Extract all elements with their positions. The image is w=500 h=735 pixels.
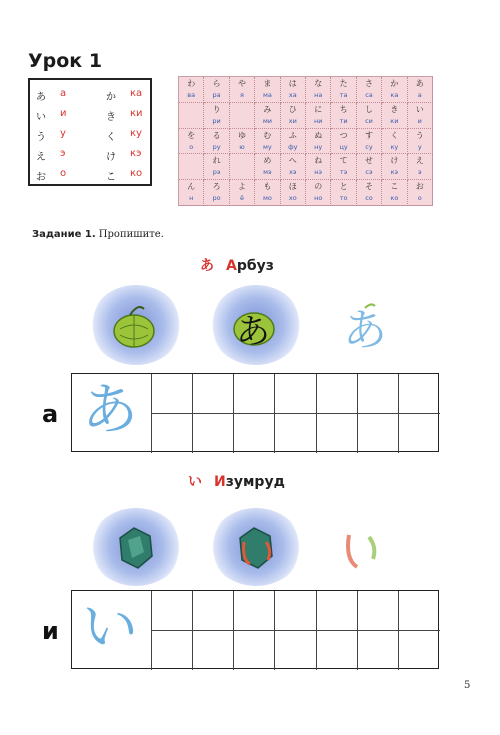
kana-reading: ку <box>390 142 399 151</box>
kana-reading: ни <box>313 116 323 125</box>
kana-char: ま <box>263 79 272 88</box>
watermelon-illustration <box>90 285 182 365</box>
kana-i-guide-icon <box>335 515 405 585</box>
kana-reading: кэ <box>390 168 399 177</box>
vowel-table-row <box>30 84 150 104</box>
kana-reading: хэ <box>289 168 297 177</box>
kana-char: た <box>339 79 348 88</box>
practice-cell[interactable] <box>152 631 193 671</box>
lesson-title: Урок 1 <box>28 50 103 72</box>
kana-char: へ <box>288 156 297 166</box>
kana-table-cell <box>204 180 229 206</box>
kana-char: ら <box>212 79 221 88</box>
word-first-letter: А <box>226 258 237 274</box>
romaji-cell: ку <box>130 128 142 139</box>
kana-char: さ <box>364 79 373 88</box>
practice-cell[interactable] <box>399 374 440 414</box>
kana-reading: ри <box>212 116 221 125</box>
kana-reading: си <box>365 116 373 125</box>
kana-table-cell <box>204 77 229 103</box>
practice-cell[interactable] <box>193 591 234 631</box>
kana-char: い <box>415 104 424 114</box>
kana-reading: та <box>339 91 348 99</box>
kana-char: け <box>390 156 399 166</box>
kana-table-cell <box>281 129 306 155</box>
word-rest: рбуз <box>236 258 274 274</box>
practice-cell[interactable] <box>234 414 275 454</box>
kana-table-cell <box>306 77 331 103</box>
word-heading-arbuz <box>200 255 274 275</box>
kana-table-cell <box>281 103 306 129</box>
practice-cell[interactable] <box>399 631 440 671</box>
kana-cell: く <box>106 132 116 143</box>
kana-table-cell <box>408 129 433 155</box>
kana-reading: э <box>418 168 422 177</box>
kana-reading: цу <box>339 142 348 151</box>
kana-table-cell <box>179 77 204 103</box>
vowel-table-row <box>30 104 150 124</box>
kana-table-cell <box>230 129 255 155</box>
kana-char: あ <box>415 79 424 88</box>
kana-char: お <box>415 182 424 192</box>
kana-table-cell <box>331 180 356 206</box>
practice-cell[interactable] <box>193 374 234 414</box>
kana-table-cell <box>331 129 356 155</box>
kana-char: え <box>415 156 424 166</box>
emerald-kana-icon <box>210 508 302 586</box>
practice-cell[interactable] <box>275 414 316 454</box>
kana-reading: ко <box>390 194 399 203</box>
kana-table-cell <box>179 180 204 206</box>
kana-table-cell <box>382 129 407 155</box>
kana-reading: мэ <box>263 168 272 177</box>
kana-reading: на <box>314 91 323 99</box>
practice-cell[interactable] <box>152 374 193 414</box>
practice-cell[interactable] <box>399 591 440 631</box>
practice-cell[interactable] <box>317 591 358 631</box>
kana-reading: ну <box>314 142 323 151</box>
kana-table-cell <box>357 154 382 180</box>
kana-char: や <box>237 79 246 88</box>
practice-cell[interactable] <box>317 631 358 671</box>
romaji-cell: ко <box>130 168 143 179</box>
kana-reading: ё <box>239 194 244 203</box>
kana-table-cell <box>230 154 255 180</box>
practice-cell[interactable] <box>275 374 316 414</box>
kana-cell: え <box>36 152 46 163</box>
kana-table-cell <box>382 154 407 180</box>
kana-char: む <box>263 130 272 140</box>
kana-reading: то <box>339 194 348 203</box>
guide-kana: あ <box>82 378 138 443</box>
kana-reading: но <box>314 194 323 203</box>
kana-reading: ра <box>212 91 221 99</box>
kana-table-cell <box>357 180 382 206</box>
romaji-cell: у <box>60 128 66 139</box>
romaji-cell: и <box>60 108 67 119</box>
kana-char: は <box>288 79 297 88</box>
word-first-letter-2: И <box>214 474 226 490</box>
kana-table-cell <box>230 180 255 206</box>
watermelon-stroke-illustration <box>210 285 302 365</box>
kana-reading: су <box>365 142 373 151</box>
kana-reading: фу <box>288 142 298 151</box>
kana-char: と <box>339 182 348 192</box>
kana-char: ろ <box>212 182 221 192</box>
practice-cell[interactable] <box>152 591 193 631</box>
task-instruction <box>32 229 164 240</box>
kana-reading: я <box>240 91 244 99</box>
kana-reading: н <box>189 194 194 203</box>
kana-cell: あ <box>36 92 46 103</box>
kana-reading: и <box>417 116 422 125</box>
kana-char: ひ <box>288 104 297 114</box>
practice-cell[interactable] <box>275 631 316 671</box>
romaji-cell: ка <box>130 88 143 99</box>
kana-char: ぬ <box>314 130 323 140</box>
emerald-illustration <box>90 508 182 586</box>
kana-reading: хо <box>288 194 297 203</box>
kana-char: う <box>415 130 424 140</box>
word-heading-izumrud <box>188 471 285 491</box>
kana-reading: му <box>263 142 272 151</box>
vowel-table-row <box>30 124 150 144</box>
word-rest-2: зумруд <box>225 474 285 490</box>
kana-table-cell <box>382 103 407 129</box>
guide-kana: い <box>82 595 138 660</box>
kana-reading: у <box>417 142 422 151</box>
kana-reading: ро <box>212 194 221 203</box>
practice-cell[interactable] <box>234 374 275 414</box>
kana-char: き <box>390 104 399 114</box>
practice-cell[interactable] <box>399 414 440 454</box>
romaji-cell: о <box>60 168 67 179</box>
watermelon-icon <box>90 285 182 365</box>
kana-reading: а <box>417 91 422 99</box>
practice-cell[interactable] <box>317 414 358 454</box>
emerald-icon <box>90 508 182 586</box>
kana-char: を <box>187 130 196 140</box>
kana-reading: ти <box>339 116 348 125</box>
kana-a: あ <box>200 258 214 274</box>
practice-cell[interactable] <box>193 631 234 671</box>
vowel-table-row <box>30 164 150 184</box>
kana-table-cell <box>331 154 356 180</box>
kana-table-cell <box>382 180 407 206</box>
kana-char: こ <box>390 182 399 192</box>
kana-i: い <box>188 474 202 490</box>
kana-reading: о <box>417 194 422 203</box>
kana-reading: ва <box>187 91 196 99</box>
kana-char: そ <box>364 182 373 192</box>
kana-table-cell <box>408 103 433 129</box>
kana-reading: сэ <box>365 168 373 177</box>
kana-char: せ <box>364 156 373 166</box>
kana-table-cell <box>306 154 331 180</box>
kana-reading: со <box>365 194 373 203</box>
kana-reading: рэ <box>212 168 221 177</box>
kana-table-cell <box>255 180 280 206</box>
kana-reading: о <box>189 142 194 151</box>
svg-text:あ: あ <box>343 305 387 356</box>
kana-table-cell <box>306 103 331 129</box>
kana-char: る <box>212 130 221 140</box>
kana-table-cell <box>255 129 280 155</box>
kana-table-cell <box>281 154 306 180</box>
kana-char: に <box>314 104 323 114</box>
kana-cell: お <box>36 172 46 183</box>
practice-cell[interactable] <box>152 414 193 454</box>
kana-table-cell <box>357 103 382 129</box>
page-number: 5 <box>464 680 471 691</box>
kana-table-cell <box>204 129 229 155</box>
kana-table-cell <box>204 154 229 180</box>
kana-char: く <box>390 130 399 140</box>
kana-table-cell <box>408 77 433 103</box>
kana-char: ゆ <box>237 130 246 140</box>
task-label: Задание 1. <box>32 229 96 240</box>
kana-i-color-guide <box>335 515 405 585</box>
kana-cell: こ <box>106 172 116 183</box>
kana-table-cell <box>408 154 433 180</box>
kana-table-cell <box>357 77 382 103</box>
kana-table-cell <box>306 180 331 206</box>
svg-text:あ: あ <box>236 312 270 352</box>
kana-char: も <box>263 182 272 192</box>
kana-table-cell <box>357 129 382 155</box>
kana-char: ほ <box>288 182 297 192</box>
kana-char: よ <box>237 182 246 192</box>
kana-char: ん <box>187 182 196 192</box>
watermelon-kana-icon <box>210 285 302 365</box>
kana-char: て <box>339 156 348 166</box>
kana-table-cell <box>230 103 255 129</box>
kana-reading: нэ <box>314 168 323 177</box>
vowel-table <box>28 78 152 186</box>
kana-cell: う <box>36 132 46 143</box>
row-letter-a: а <box>42 400 59 428</box>
kana-table-cell <box>230 77 255 103</box>
kana-cell: け <box>106 152 116 163</box>
kana-table-cell <box>331 103 356 129</box>
row-letter-i: и <box>42 617 59 645</box>
practice-cell[interactable] <box>317 374 358 414</box>
practice-cell[interactable] <box>358 374 399 414</box>
kana-char: の <box>314 182 323 192</box>
stroke-guide-cell <box>72 374 152 453</box>
kana-char: わ <box>187 79 196 88</box>
stroke-guide-cell <box>72 591 152 670</box>
kana-table-cell <box>306 129 331 155</box>
vowel-table-row <box>30 144 150 164</box>
kana-char: れ <box>212 156 221 166</box>
kana-table-cell <box>382 77 407 103</box>
writing-grid-a[interactable] <box>71 373 439 452</box>
kana-reading: ха <box>288 91 297 99</box>
romaji-cell: ки <box>130 108 143 119</box>
kana-reading: мо <box>262 194 272 203</box>
romaji-cell: а <box>60 88 67 99</box>
kana-table-cell <box>408 180 433 206</box>
kana-reading: ка <box>390 91 399 99</box>
kana-table-cell <box>204 103 229 129</box>
kana-char: し <box>364 104 373 114</box>
kana-table-cell <box>331 77 356 103</box>
kana-reading: ю <box>239 142 245 151</box>
kana-char: ふ <box>288 130 297 140</box>
writing-grid-i[interactable] <box>71 590 439 669</box>
emerald-stroke-illustration <box>210 508 302 586</box>
kana-reading: ру <box>212 142 221 151</box>
kana-reading: ма <box>262 91 272 99</box>
kana-reading: са <box>365 91 373 99</box>
kana-reading: хи <box>288 116 297 125</box>
kana-cell: き <box>106 112 116 123</box>
practice-cell[interactable] <box>234 591 275 631</box>
kana-char: み <box>263 104 272 114</box>
practice-cell[interactable] <box>275 591 316 631</box>
practice-cell[interactable] <box>234 631 275 671</box>
kana-char: か <box>390 79 399 88</box>
kana-char: つ <box>339 130 348 140</box>
kana-char: り <box>212 104 221 114</box>
practice-cell[interactable] <box>358 414 399 454</box>
kana-table <box>178 76 433 206</box>
kana-cell: か <box>106 92 116 103</box>
practice-cell[interactable] <box>358 591 399 631</box>
kana-table-cell <box>281 180 306 206</box>
kana-reading: тэ <box>339 168 348 177</box>
kana-cell: い <box>36 112 46 123</box>
kana-char: ち <box>339 104 348 114</box>
kana-a-guide-icon <box>335 290 405 365</box>
kana-table-cell <box>179 103 204 129</box>
task-text: Пропишите. <box>95 229 164 240</box>
kana-color-guide <box>335 290 405 365</box>
kana-table-cell <box>255 154 280 180</box>
kana-table-cell <box>255 77 280 103</box>
kana-char: な <box>314 79 323 88</box>
kana-reading: ки <box>390 116 399 125</box>
kana-reading: ми <box>262 116 272 125</box>
romaji-cell: э <box>60 148 66 159</box>
kana-char: ね <box>314 156 323 166</box>
kana-table-cell <box>179 129 204 155</box>
kana-char: す <box>364 130 373 140</box>
practice-cell[interactable] <box>358 631 399 671</box>
kana-char: め <box>263 156 272 166</box>
kana-table-cell <box>179 154 204 180</box>
romaji-cell: кэ <box>130 148 142 159</box>
kana-table-cell <box>281 77 306 103</box>
practice-cell[interactable] <box>193 414 234 454</box>
kana-table-cell <box>255 103 280 129</box>
